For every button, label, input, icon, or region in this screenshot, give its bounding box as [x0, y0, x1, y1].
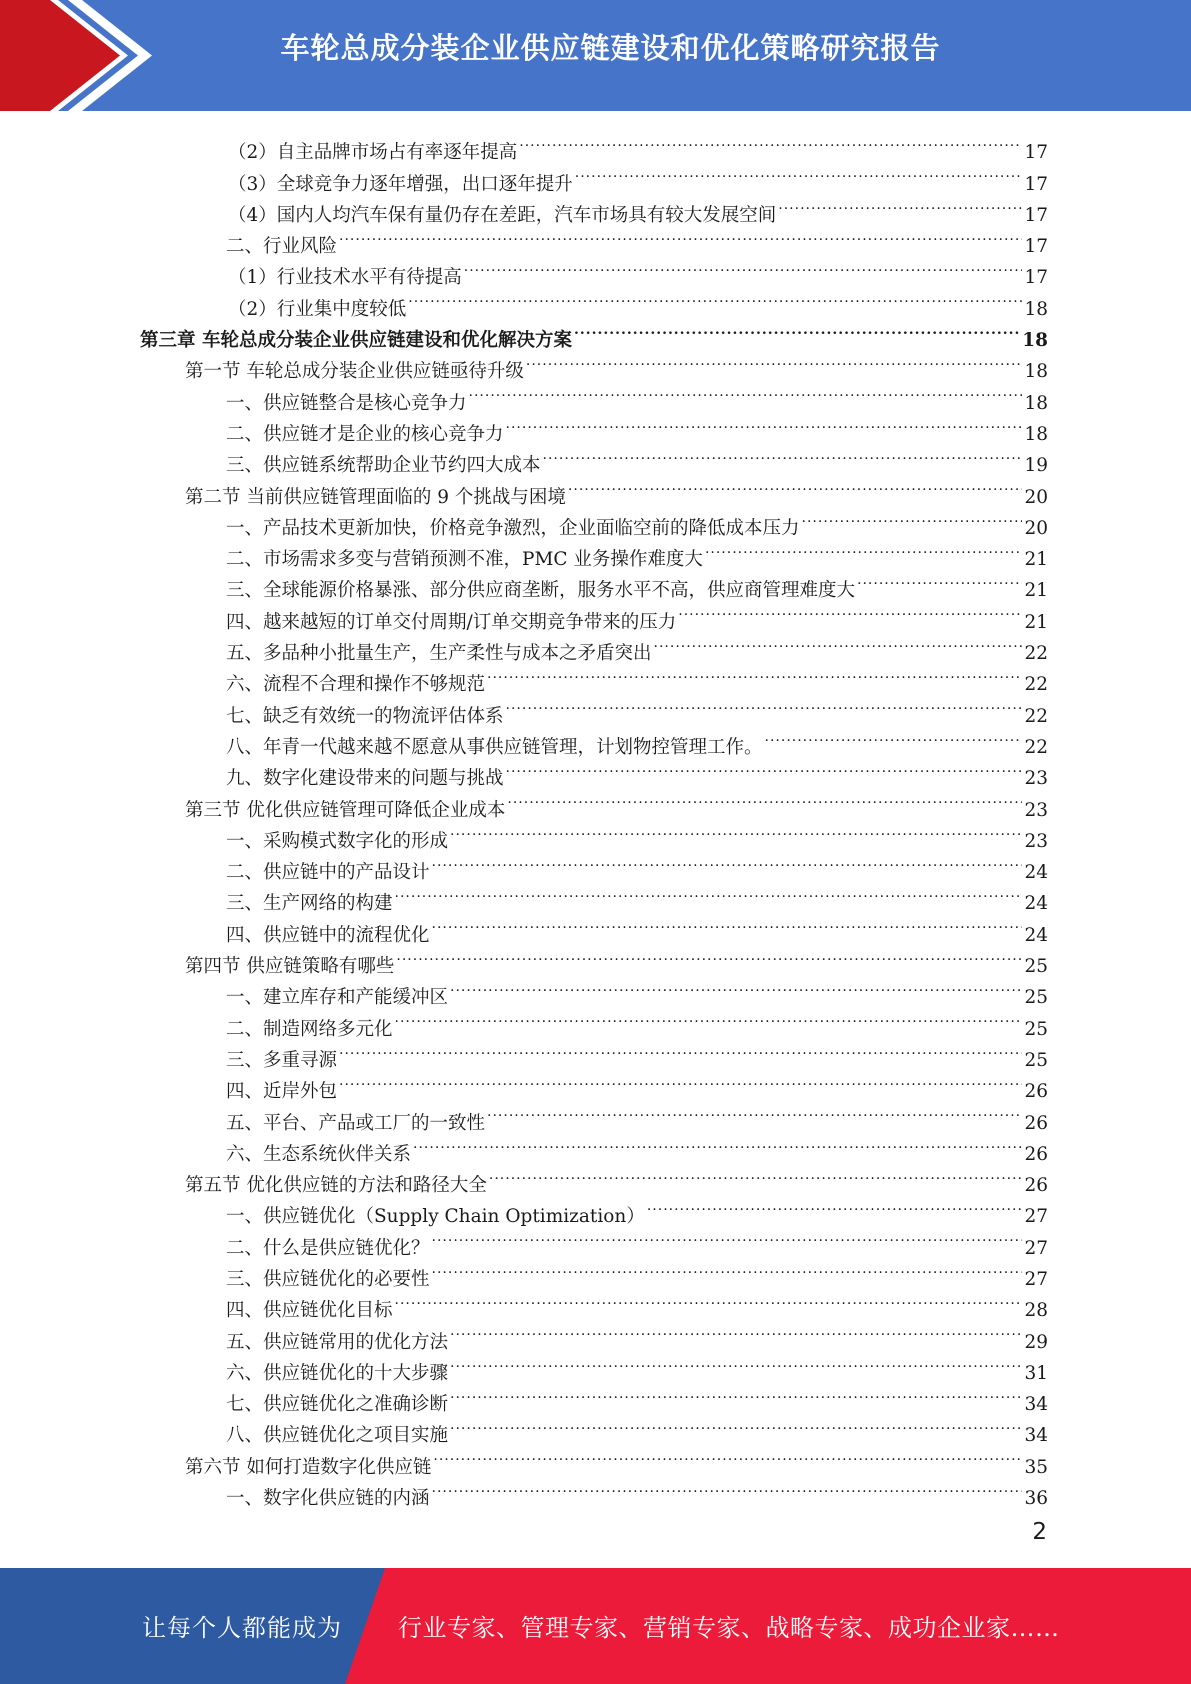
toc-dot-leader — [464, 252, 1023, 283]
page-footer — [0, 1568, 1191, 1684]
toc-dot-leader — [543, 440, 1023, 471]
toc-entry-title: 一、数字化供应链的内涵 — [226, 1488, 430, 1510]
toc-dot-leader — [705, 534, 1023, 565]
page-header — [0, 0, 1191, 111]
toc-entry-title: 三、全球能源价格暴涨、部分供应商垄断，服务水平不高，供应商管理难度大 — [226, 580, 856, 602]
toc-entry-title: 一、产品技术更新加快，价格竞争激烈，企业面临空前的降低成本压力 — [226, 517, 800, 539]
toc-dot-leader — [489, 1160, 1023, 1191]
toc-dot-leader — [339, 1035, 1022, 1066]
toc-dot-leader — [450, 1410, 1022, 1441]
toc-entry-title: 一、采购模式数字化的形成 — [226, 830, 449, 852]
toc-entry[interactable] — [140, 127, 1048, 164]
toc-entry-page: 22 — [1024, 643, 1048, 665]
toc-entry-title: 三、生产网络的构建 — [226, 893, 393, 915]
toc-entry-page: 26 — [1024, 1175, 1048, 1197]
toc-entry-page: 27 — [1024, 1206, 1048, 1228]
toc-entry-title: 三、供应链系统帮助企业节约四大成本 — [226, 455, 541, 477]
toc-dot-leader — [413, 1129, 1022, 1160]
footer-slogan-right: 行业专家、管理专家、营销专家、战略专家、成功企业家…… — [398, 1614, 1060, 1642]
toc-entry-title: 三、多重寻源 — [226, 1049, 338, 1071]
toc-entry-title: （4）国内人均汽车保有量仍存在差距，汽车市场具有较大发展空间 — [228, 204, 777, 226]
footer-slogan-left: 让每个人都能成为 — [142, 1614, 342, 1642]
toc-entry-page: 19 — [1024, 455, 1048, 477]
toc-dot-leader — [469, 377, 1023, 408]
page-number: 2 — [1032, 1519, 1047, 1545]
toc-entry-page: 23 — [1024, 768, 1048, 790]
toc-entry-page: 18 — [1024, 392, 1048, 414]
toc-entry-page: 25 — [1024, 987, 1048, 1009]
toc-entry-title: 八、年青一代越来越不愿意从事供应链管理，计划物控管理工作。 — [226, 736, 763, 758]
toc-dot-leader — [568, 471, 1023, 502]
toc-entry-title: 八、供应链优化之项目实施 — [226, 1425, 449, 1447]
toc-entry-page: 18 — [1022, 330, 1048, 352]
toc-entry-title: 第四节 供应链策略有哪些 — [185, 956, 395, 978]
toc-entry-title: 一、供应链整合是核心竞争力 — [226, 392, 467, 414]
toc-entry-page: 25 — [1024, 1018, 1048, 1040]
toc-dot-leader — [575, 158, 1023, 189]
toc-dot-leader — [802, 503, 1023, 534]
toc-dot-leader — [432, 1222, 1023, 1253]
toc-entry-page: 22 — [1024, 674, 1048, 696]
toc-entry-title: 第三章 车轮总成分装企业供应链建设和优化解决方案 — [140, 330, 572, 352]
toc-entry-page: 23 — [1024, 799, 1048, 821]
toc-entry-page: 21 — [1024, 580, 1048, 602]
toc-entry-title: 六、生态系统伙伴关系 — [226, 1143, 412, 1165]
toc-entry-title: 五、平台、产品或工厂的一致性 — [226, 1112, 486, 1134]
toc-entry-title: 二、供应链才是企业的核心竞争力 — [226, 423, 504, 445]
toc-entry-page: 26 — [1024, 1081, 1048, 1103]
toc-dot-leader — [432, 1473, 1023, 1504]
toc-dot-leader — [450, 1379, 1022, 1410]
toc-dot-leader — [487, 1097, 1022, 1128]
toc-entry-page: 26 — [1024, 1112, 1048, 1134]
toc-entry-title: 四、供应链优化目标 — [226, 1300, 393, 1322]
toc-entry-page: 17 — [1024, 204, 1048, 226]
toc-entry-title: （1）行业技术水平有待提高 — [228, 267, 462, 289]
toc-entry-page: 29 — [1024, 1331, 1048, 1353]
toc-entry-page: 25 — [1024, 1049, 1048, 1071]
toc-entry-title: 第五节 优化供应链的方法和路径大全 — [185, 1175, 487, 1197]
toc-entry-page: 27 — [1024, 1268, 1048, 1290]
toc-dot-leader — [654, 628, 1023, 659]
toc-entry-page: 28 — [1024, 1300, 1048, 1322]
toc-entry-page: 21 — [1024, 611, 1048, 633]
toc-dot-leader — [450, 972, 1022, 1003]
toc-dot-leader — [395, 878, 1023, 909]
toc-entry-title: 第二节 当前供应链管理面临的 9 个挑战与困境 — [185, 486, 566, 508]
toc-dot-leader — [339, 1066, 1022, 1097]
toc-entry-title: 二、行业风险 — [226, 236, 338, 258]
toc-entry-page: 23 — [1024, 830, 1048, 852]
toc-entry-page: 24 — [1024, 862, 1048, 884]
toc-dot-leader — [396, 941, 1022, 972]
toc-entry-title: 一、供应链优化（Supply Chain Optimization） — [226, 1206, 645, 1228]
toc-entry-title: 六、供应链优化的十大步骤 — [226, 1362, 449, 1384]
toc-entry-page: 17 — [1024, 142, 1048, 164]
report-title: 车轮总成分装企业供应链建设和优化策略研究报告 — [280, 31, 941, 65]
toc-entry-title: 四、越来越短的订单交付周期/订单交期竞争带来的压力 — [226, 611, 677, 633]
toc-entry-page: 25 — [1024, 956, 1048, 978]
toc-entry-page: 34 — [1024, 1394, 1048, 1416]
toc-entry-page: 27 — [1024, 1237, 1048, 1259]
toc-dot-leader — [432, 847, 1023, 878]
toc-entry-title: 二、供应链中的产品设计 — [226, 862, 430, 884]
toc-entry-title: 二、制造网络多元化 — [226, 1018, 393, 1040]
toc-dot-leader — [519, 127, 1022, 158]
table-of-contents — [140, 127, 1048, 1510]
toc-dot-leader — [450, 816, 1022, 847]
toc-entry-page: 18 — [1024, 298, 1048, 320]
toc-entry-title: 六、流程不合理和操作不够规范 — [226, 674, 486, 696]
toc-dot-leader — [433, 1441, 1022, 1472]
toc-dot-leader — [506, 690, 1023, 721]
toc-entry-page: 31 — [1024, 1362, 1048, 1384]
toc-entry-page: 17 — [1024, 173, 1048, 195]
toc-entry-title: 二、市场需求多变与营销预测不准，PMC 业务操作难度大 — [226, 549, 703, 571]
toc-entry-title: （2）行业集中度较低 — [228, 298, 407, 320]
toc-entry-title: 四、供应链中的流程优化 — [226, 924, 430, 946]
toc-entry-title: 一、建立库存和产能缓冲区 — [226, 987, 449, 1009]
toc-dot-leader — [526, 346, 1023, 377]
toc-entry-page: 34 — [1024, 1425, 1048, 1447]
toc-dot-leader — [507, 784, 1022, 815]
toc-entry-title: 九、数字化建设带来的问题与挑战 — [226, 768, 504, 790]
toc-dot-leader — [395, 1285, 1023, 1316]
toc-entry-page: 21 — [1024, 549, 1048, 571]
toc-entry-title: 第六节 如何打造数字化供应链 — [185, 1456, 432, 1478]
toc-entry-page: 17 — [1024, 267, 1048, 289]
toc-entry-page: 24 — [1024, 924, 1048, 946]
toc-dot-leader — [450, 1316, 1022, 1347]
toc-dot-leader — [408, 283, 1022, 314]
toc-entry-page: 17 — [1024, 236, 1048, 258]
toc-entry-title: 第一节 车轮总成分装企业供应链亟待升级 — [185, 361, 524, 383]
chevron-logo-icon — [0, 0, 160, 111]
toc-entry-title: （2）自主品牌市场占有率逐年提高 — [228, 142, 518, 164]
toc-entry-title: 四、近岸外包 — [226, 1081, 338, 1103]
toc-dot-leader — [857, 565, 1022, 596]
toc-entry-page: 22 — [1024, 705, 1048, 727]
toc-dot-leader — [678, 596, 1022, 627]
toc-entry-title: 七、缺乏有效统一的物流评估体系 — [226, 705, 504, 727]
toc-entry-page: 18 — [1024, 361, 1048, 383]
toc-entry-title: 三、供应链优化的必要性 — [226, 1268, 430, 1290]
toc-entry-page: 18 — [1024, 423, 1048, 445]
toc-dot-leader — [395, 1003, 1023, 1034]
toc-dot-leader — [765, 722, 1023, 753]
toc-entry-title: 二、什么是供应链优化？ — [226, 1237, 430, 1259]
toc-dot-leader — [778, 190, 1022, 221]
toc-entry-title: （3）全球竞争力逐年增强，出口逐年提升 — [228, 173, 573, 195]
toc-dot-leader — [647, 1191, 1023, 1222]
toc-entry-title: 第三节 优化供应链管理可降低企业成本 — [185, 799, 506, 821]
toc-entry-page: 22 — [1024, 736, 1048, 758]
toc-dot-leader — [432, 909, 1023, 940]
toc-dot-leader — [432, 1254, 1023, 1285]
toc-entry-title: 五、供应链常用的优化方法 — [226, 1331, 449, 1353]
toc-dot-leader — [339, 221, 1022, 252]
toc-dot-leader — [506, 753, 1023, 784]
toc-entry-title: 五、多品种小批量生产，生产柔性与成本之矛盾突出 — [226, 643, 652, 665]
toc-entry-page: 24 — [1024, 893, 1048, 915]
toc-entry-page: 26 — [1024, 1143, 1048, 1165]
toc-dot-leader — [506, 409, 1023, 440]
toc-dot-leader — [574, 315, 1020, 346]
toc-entry-page: 20 — [1024, 486, 1048, 508]
toc-entry-title: 七、供应链优化之准确诊断 — [226, 1394, 449, 1416]
toc-entry-page: 36 — [1024, 1488, 1048, 1510]
toc-dot-leader — [450, 1348, 1022, 1379]
toc-entry-page: 20 — [1024, 517, 1048, 539]
toc-dot-leader — [487, 659, 1022, 690]
toc-entry-page: 35 — [1024, 1456, 1048, 1478]
